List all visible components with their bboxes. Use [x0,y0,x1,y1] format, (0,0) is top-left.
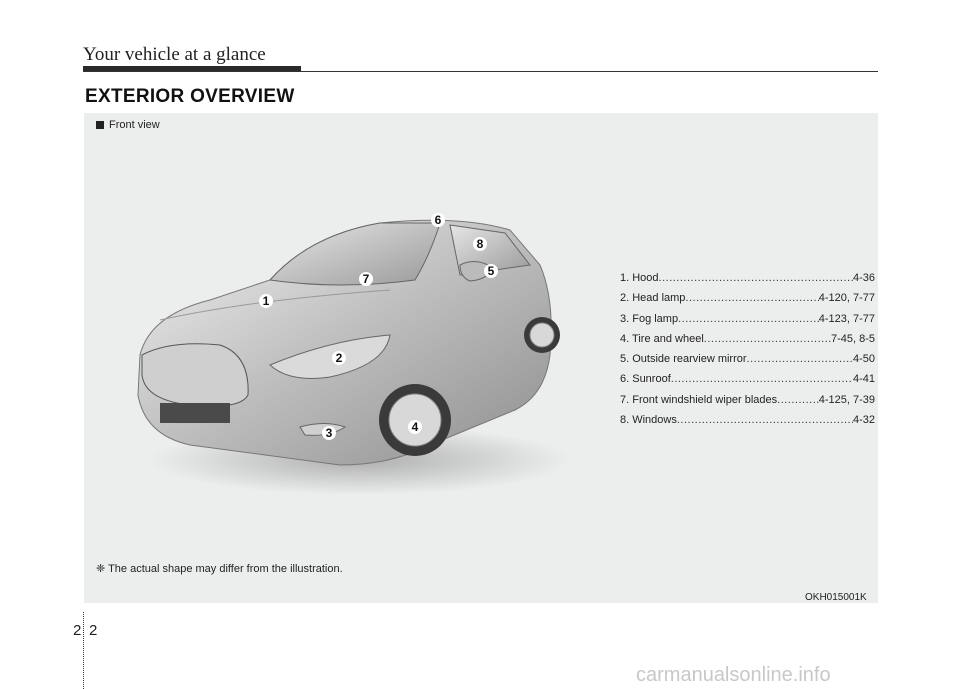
view-label-text: Front view [109,119,160,131]
car-license-plate [160,403,230,423]
chapter-number: 2 [73,622,82,639]
svg-text:4: 4 [411,420,419,434]
callout-2 [332,351,346,365]
figure-code: OKH015001K [805,592,867,603]
header-title: Your vehicle at a glance [83,44,266,65]
callout-6 [431,213,445,227]
page-separator [83,612,85,689]
view-label [96,119,160,131]
svg-text:5: 5 [487,264,495,278]
list-item: 4. Tire and wheel ..... 7-45, 8-5 [620,329,875,349]
list-item: 6. Sunroof ..... 4-41 [620,369,875,389]
list-item: 2. Head lamp ..... 4-120, 7-77 [620,288,875,308]
car-illustration [130,205,570,495]
list-item: 5. Outside rearview mirror ..... 4-50 [620,349,875,369]
svg-text:1: 1 [262,294,270,308]
svg-text:3: 3 [325,426,333,440]
svg-text:6: 6 [434,213,442,227]
car-grille [142,344,248,407]
list-item: 1. Hood ..... 4-36 [620,268,875,288]
illustration-note: ❈ The actual shape may differ from the illustration. [96,563,343,575]
callout-4 [408,420,422,434]
square-bullet-icon [96,121,104,129]
svg-text:7: 7 [362,272,370,286]
svg-text:8: 8 [476,237,484,251]
callout-1 [259,294,273,308]
list-item: 7. Front windshield wiper blades ..... 4-125, 7-39 [620,390,875,410]
page-number: 2 [89,622,98,639]
car-windshield [270,223,440,285]
callout-7 [359,272,373,286]
list-item: 3. Fog lamp ..... 4-123, 7-77 [620,309,875,329]
callout-3 [322,426,336,440]
svg-text:2: 2 [335,351,343,365]
callout-5 [484,264,498,278]
section-title: EXTERIOR OVERVIEW [85,86,295,107]
list-item: 8. Windows ..... 4-32 [620,410,875,430]
car-rear-rim [530,323,554,347]
header-rule [83,71,878,72]
parts-list [620,268,875,430]
watermark: carmanualsonline.info [636,664,831,686]
callout-8 [473,237,487,251]
